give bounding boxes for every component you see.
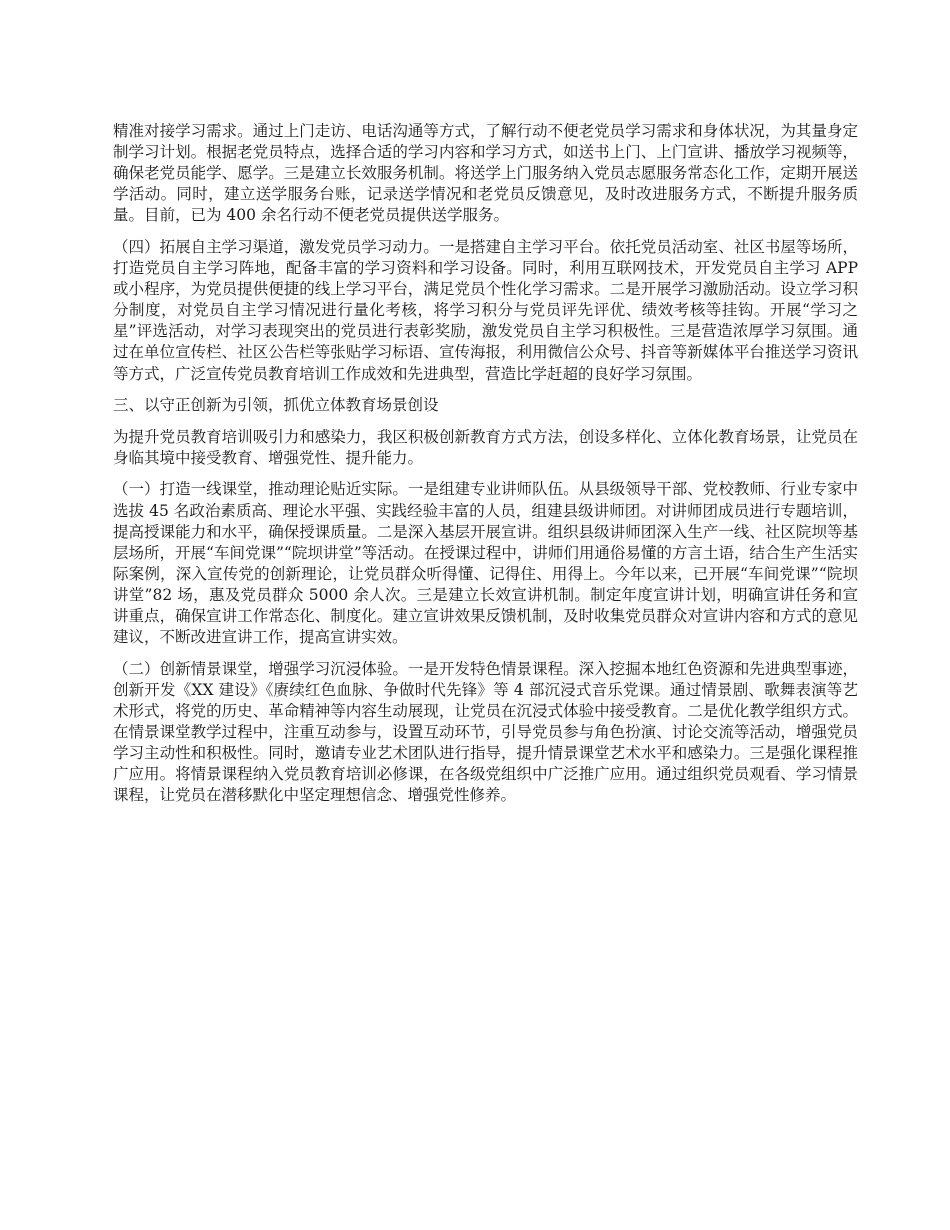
section-heading-three: 三、以守正创新为引领，抓优立体教育场景创设 (113, 396, 439, 415)
paragraph-scenario-classroom: （二）创新情景课堂，增强学习沉浸体验。一是开发特色情景课程。深入挖掘本地红色资源和先进典型事迹，创新开发《XX 建设》《赓续红色血脉、争做时代先锋》等 4 部沉浸式音乐党课。通过情景剧、歌舞表演等艺术形式，将党的历史、革命精神等内容生动展现，让党员在沉浸式体验中接受教育。二是优化教学组织方式。在情景课堂教学过程中，注重互动参与，设置互动环节，引导党员参与角色扮演、讨论交流等活动，增强党员学习主动性和积极性。同时，邀请专业艺术团队进行指导，提升情景课堂艺术水平和感染力。三是强化课程推广应用。将情景课程纳入党员教育培训必修课，在各级党组织中广泛推广应用。通过组织党员观看、学习情景课程，让党员在潜移默化中坚定理想信念、增强党性修养。 (113, 659, 858, 805)
paragraph-frontline-classroom: （一）打造一线课堂，推动理论贴近实际。一是组建专业讲师队伍。从县级领导干部、党校教师、行业专家中选拔 45 名政治素质高、理论水平强、实践经验丰富的人员，组建县级讲师团。对讲师团成员进行专题培训，提高授课能力和水平，确保授课质量。二是深入基层开展宣讲。组织县级讲师团深入生产一线、社区院坝等基层场所，开展“车间党课”“院坝讲堂”等活动。在授课过程中，讲师们用通俗易懂的方言土语，结合生产生活实际案例，深入宣传党的创新理论，让党员群众听得懂、记得住、用得上。今年以来，已开展“车间党课”“院坝讲堂”82 场，惠及党员群众 5000 余人次。三是建立长效宣讲机制。制定年度宣讲计划，明确宣讲任务和宣讲重点，确保宣讲工作常态化、制度化。建立宣讲效果反馈机制，及时收集党员群众对宣讲内容和方式的意见建议，不断改进宣讲工作，提高宣讲实效。 (113, 480, 858, 647)
paragraph-service-mechanism: 精准对接学习需求。通过上门走访、电话沟通等方式，了解行动不便老党员学习需求和身体状况，为其量身定制学习计划。根据老党员特点，选择合适的学习内容和学习方式，如送书上门、上门宣讲、播放学习视频等，确保老党员能学、愿学。三是建立长效服务机制。将送学上门服务纳入党员志愿服务常态化工作，定期开展送学活动。同时，建立送学服务台账，记录送学情况和老党员反馈意见，及时改进服务方式，不断提升服务质量。目前，已为 400 余名行动不便老党员提供送学服务。 (113, 122, 858, 225)
paragraph-self-study-channels: （四）拓展自主学习渠道，激发党员学习动力。一是搭建自主学习平台。依托党员活动室、社区书屋等场所，打造党员自主学习阵地，配备丰富的学习资料和学习设备。同时，利用互联网技术，开发党员自主学习 APP 或小程序，为党员提供便捷的线上学习平台，满足党员个性化学习需求。二是开展学习激励活动。设立学习积分制度，对党员自主学习情况进行量化考核，将学习积分与党员评先评优、绩效考核等挂钩。开展“学习之星”评选活动，对学习表现突出的党员进行表彰奖励，激发党员自主学习积极性。三是营造浓厚学习氛围。通过在单位宣传栏、社区公告栏等张贴学习标语、宣传海报，利用微信公众号、抖音等新媒体平台推送学习资讯等方式，广泛宣传党员教育培训工作成效和先进典型，营造比学赶超的良好学习氛围。 (113, 237, 858, 383)
document-body (113, 121, 858, 817)
paragraph-section-intro: 为提升党员教育培训吸引力和感染力，我区积极创新教育方式方法，创设多样化、立体化教育场景，让党员在身临其境中接受教育、增强党性、提升能力。 (113, 427, 858, 467)
